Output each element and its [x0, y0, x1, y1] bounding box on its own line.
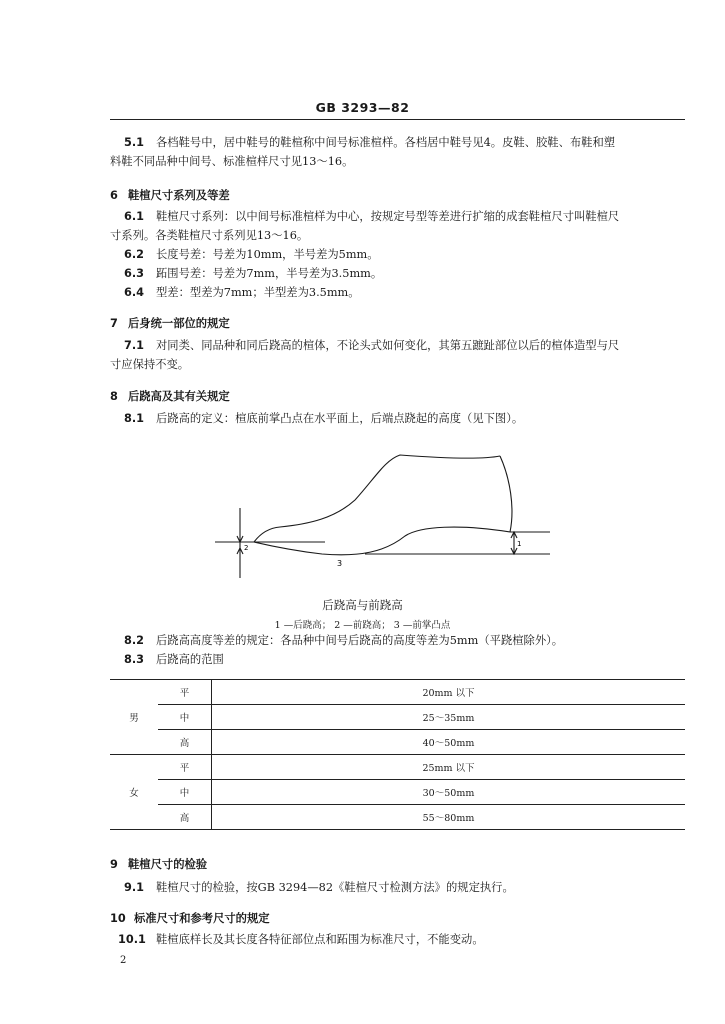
- group-cell: 女: [110, 755, 158, 830]
- clause-number: 5.1: [124, 136, 145, 149]
- range-cell: 30～50mm: [212, 780, 686, 805]
- section-10-heading: [110, 910, 270, 926]
- label-3: 3: [337, 559, 343, 568]
- clause-number: 10.1: [118, 933, 146, 946]
- clause-text: 后跷高的范围: [156, 653, 224, 666]
- level-cell: 高: [158, 805, 212, 830]
- clause-number: 8.3: [124, 653, 145, 666]
- range-cell: 25～35mm: [212, 705, 686, 730]
- figure-caption: 后跷高与前跷高: [322, 598, 403, 612]
- section-number: 6: [110, 189, 118, 202]
- clause-text: 对同类、同品种和同后跷高的楦体，不论头式如何变化，其第五蹠趾部位以后的楦体造型与尺: [156, 339, 620, 352]
- para-7-1-line1: [124, 337, 619, 355]
- para-7-1-line2: 寸应保持不变。: [110, 358, 190, 371]
- section-title: 鞋楦尺寸的检验: [128, 858, 208, 871]
- para-9-1: [124, 879, 514, 897]
- table-row: [110, 705, 685, 730]
- section-title: 后跷高及其有关规定: [128, 390, 230, 403]
- clause-number: 6.3: [124, 267, 145, 280]
- section-number: 8: [110, 390, 118, 403]
- para-6-2: [124, 246, 379, 264]
- figure-legend: 1 —后跷高； 2 —前跷高； 3 —前掌凸点: [274, 620, 451, 631]
- level-cell: 中: [158, 705, 212, 730]
- table-row: [110, 755, 685, 780]
- level-cell: 平: [158, 680, 212, 705]
- para-5-1-line2: 料鞋不同品种中间号、标准楦样尺寸见13～16。: [110, 155, 354, 168]
- clause-text: 各档鞋号中，居中鞋号的鞋楦称中间号标准楦样。各档居中鞋号见4。皮鞋、胶鞋、布鞋和塑: [156, 136, 616, 149]
- clause-number: 7.1: [124, 339, 145, 352]
- clause-number: 9.1: [124, 881, 145, 894]
- para-8-2: [124, 632, 563, 650]
- section-title: 后身统一部位的规定: [128, 317, 230, 330]
- para-6-4: [124, 284, 360, 302]
- clause-text: 鞋楦底样长及其长度各特征部位点和跖围为标准尺寸，不能变动。: [156, 933, 484, 946]
- section-7-heading: [110, 315, 230, 331]
- last-sole-curve: [254, 527, 510, 555]
- last-heel-curve: [500, 456, 512, 532]
- para-6-3: [124, 265, 382, 283]
- last-upper-curve: [254, 455, 500, 542]
- clause-number: 6.1: [124, 210, 145, 223]
- label-1: 1: [517, 540, 522, 548]
- para-6-1-line1: [124, 208, 619, 226]
- para-8-1: [124, 410, 523, 428]
- clause-text: 后跷高高度等差的规定：各品种中间号后跷高的高度等差为5mm（平跷楦除外）。: [156, 634, 564, 647]
- section-9-heading: [110, 856, 207, 872]
- heel-height-range-table: [110, 679, 685, 830]
- group-cell: 男: [110, 680, 158, 755]
- clause-number: 6.2: [124, 248, 145, 261]
- shoe-last-diagram: [210, 448, 570, 578]
- level-cell: 中: [158, 780, 212, 805]
- clause-text: 型差：型差为7mm；半型差为3.5mm。: [156, 286, 360, 299]
- para-6-1-line2: 寸系列。各类鞋楦尺寸系列见13～16。: [110, 229, 309, 242]
- page-number: 2: [120, 955, 127, 966]
- section-6-heading: [110, 187, 230, 203]
- section-8-heading: [110, 388, 230, 404]
- range-cell: 40～50mm: [212, 730, 686, 755]
- clause-number: 6.4: [124, 286, 145, 299]
- header-rule: [110, 119, 685, 120]
- clause-text: 鞋楦尺寸的检验，按GB 3294—82《鞋楦尺寸检测方法》的规定执行。: [156, 881, 514, 894]
- section-title: 鞋楦尺寸系列及等差: [128, 189, 230, 202]
- para-8-3: [124, 651, 224, 669]
- clause-number: 8.1: [124, 412, 145, 425]
- clause-text: 长度号差：号差为10mm，半号差为5mm。: [156, 248, 379, 261]
- table-row: [110, 680, 685, 705]
- section-title: 标准尺寸和参考尺寸的规定: [134, 912, 270, 925]
- range-cell: 55～80mm: [212, 805, 686, 830]
- table-row: [110, 730, 685, 755]
- level-cell: 高: [158, 730, 212, 755]
- para-10-1: [118, 931, 484, 949]
- range-cell: 20mm 以下: [212, 680, 686, 705]
- section-number: 7: [110, 317, 118, 330]
- table-row: [110, 805, 685, 830]
- table-row: [110, 780, 685, 805]
- section-number: 9: [110, 858, 118, 871]
- clause-number: 8.2: [124, 634, 145, 647]
- range-cell: 25mm 以下: [212, 755, 686, 780]
- label-2: 2: [244, 544, 249, 552]
- clause-text: 后跷高的定义：楦底前掌凸点在水平面上，后端点跷起的高度（见下图）。: [156, 412, 524, 425]
- level-cell: 平: [158, 755, 212, 780]
- clause-text: 跖围号差：号差为7mm，半号差为3.5mm。: [156, 267, 383, 280]
- section-number: 10: [110, 912, 126, 925]
- para-5-1-line1: [124, 134, 615, 152]
- standard-header: GB 3293—82: [315, 100, 410, 115]
- clause-text: 鞋楦尺寸系列：以中间号标准楦样为中心，按规定号型等差进行扩缩的成套鞋楦尺寸叫鞋楦尺: [156, 210, 620, 223]
